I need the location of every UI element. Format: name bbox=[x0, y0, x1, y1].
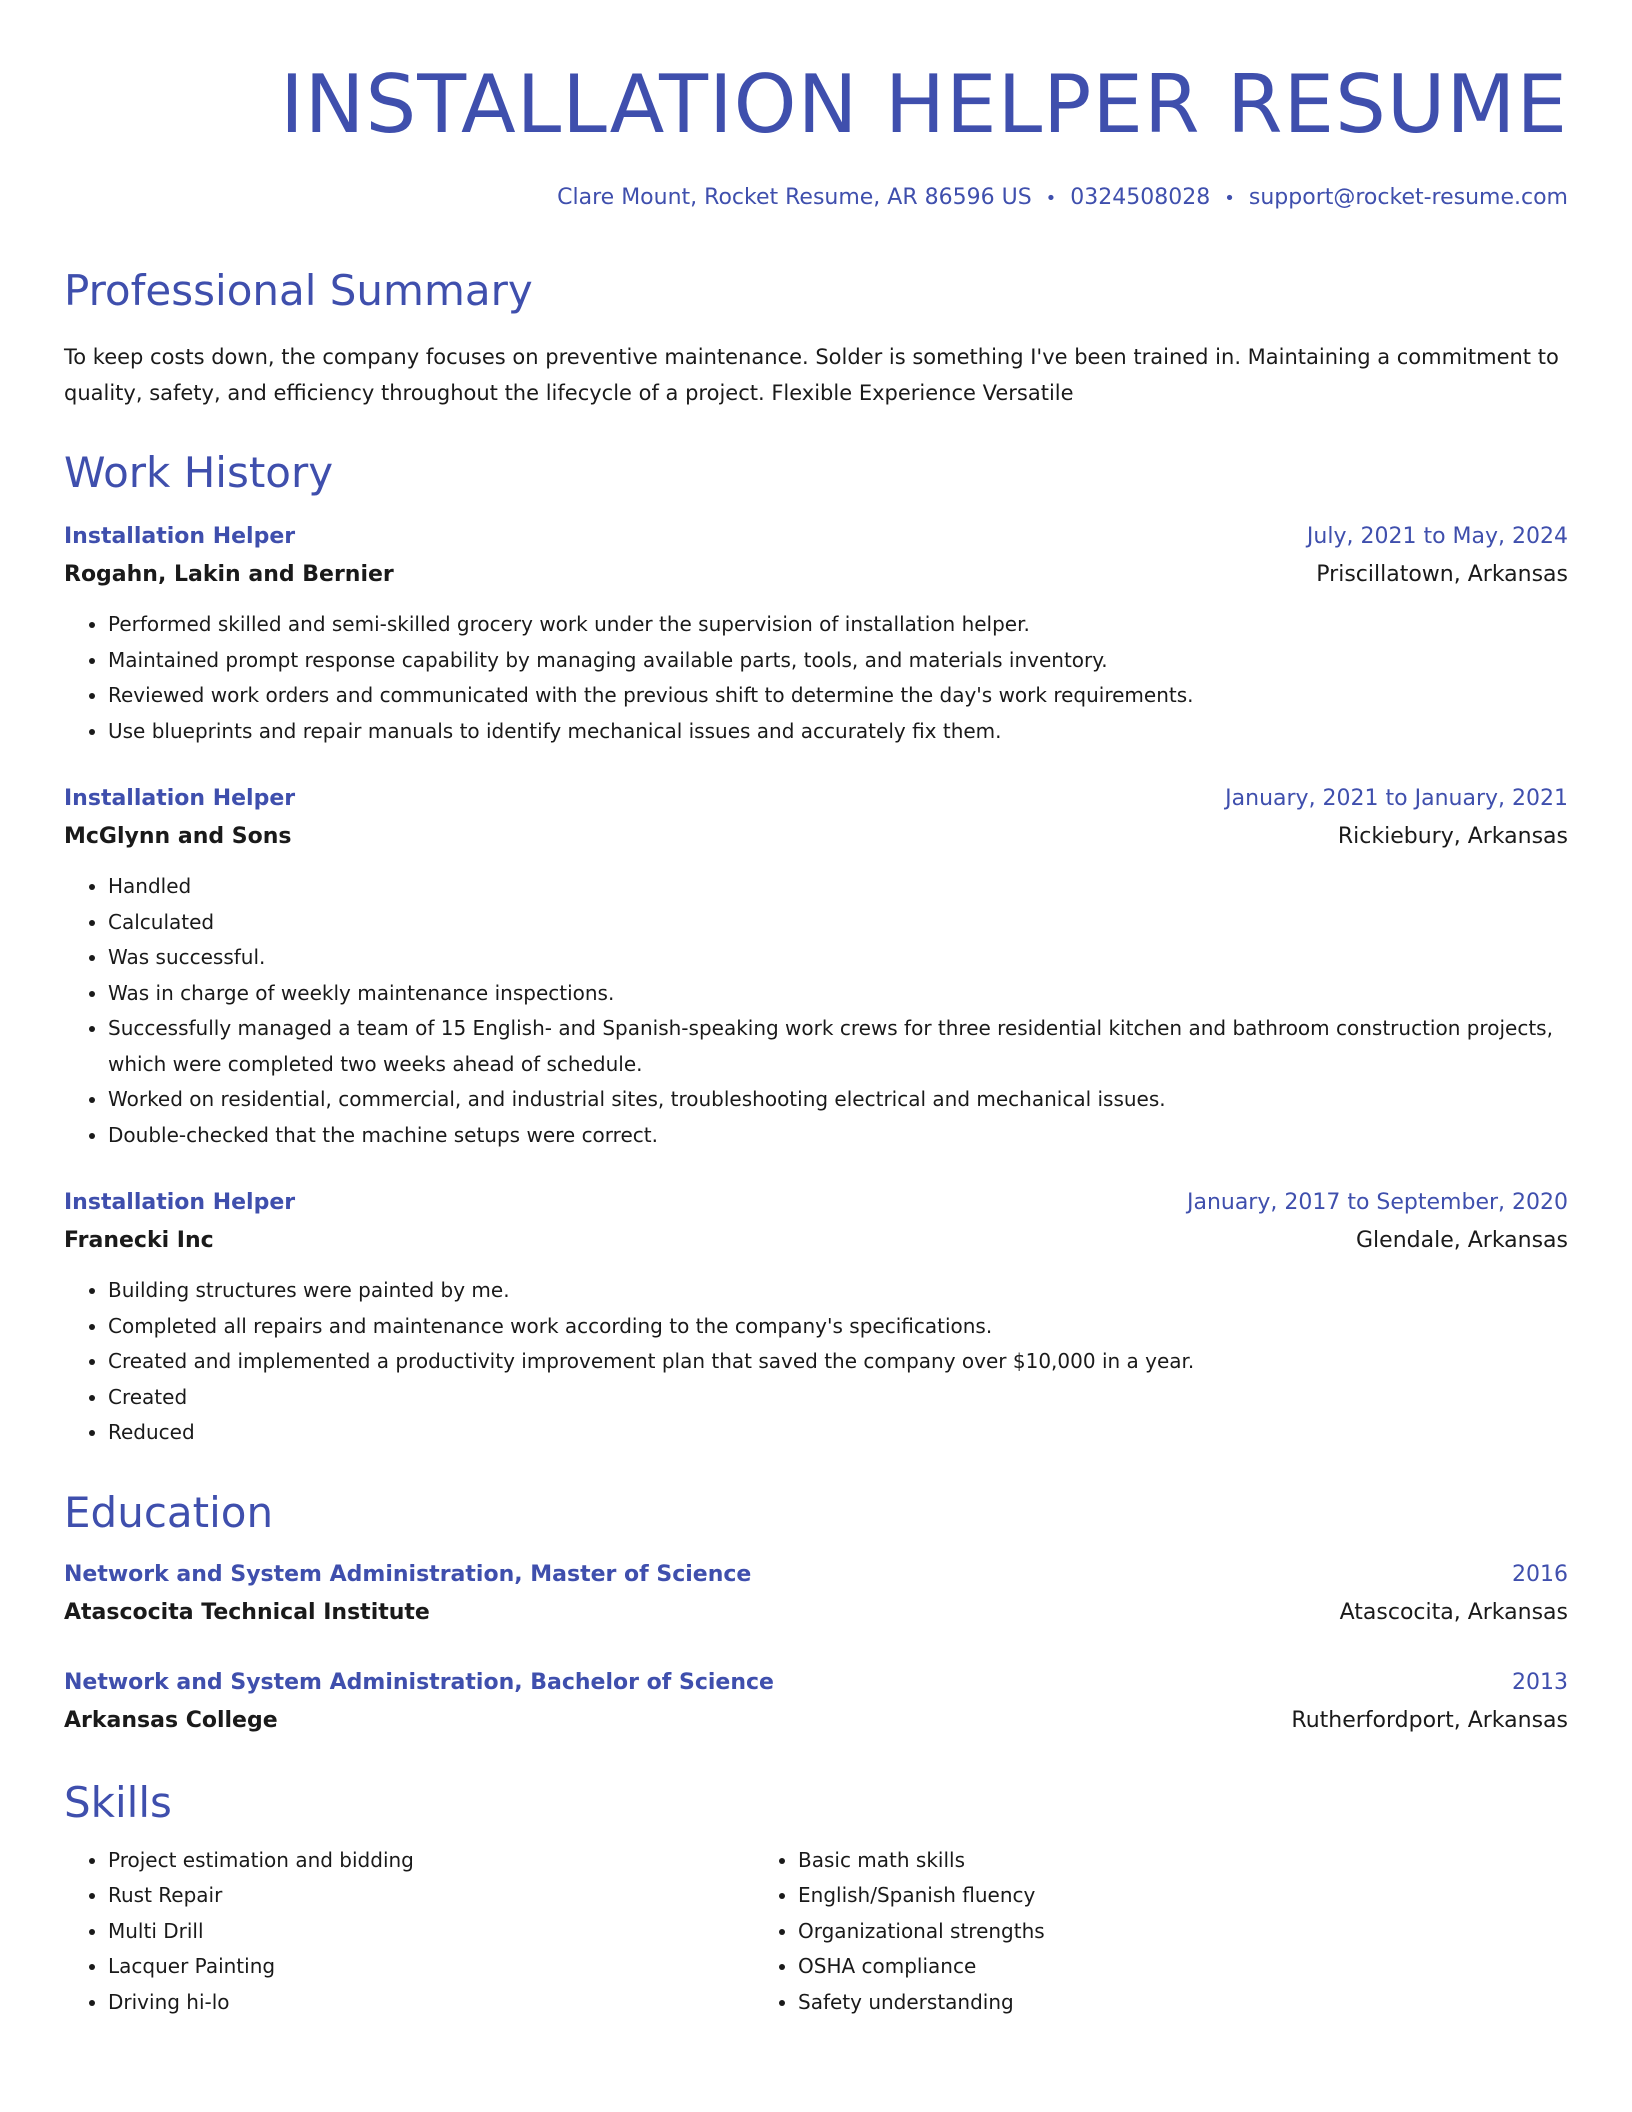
job-bullet: • Handled bbox=[108, 869, 1568, 905]
job-bullet: • Created bbox=[108, 1380, 1568, 1416]
job-title: Installation Helper bbox=[64, 524, 296, 549]
contact-phone: 0324508028 bbox=[1070, 185, 1211, 210]
contact-line bbox=[64, 182, 1568, 215]
education-degree: Network and System Administration, Master of Science bbox=[64, 1561, 752, 1587]
job-bullet: • Reduced bbox=[108, 1415, 1568, 1451]
education-location: Atascocita, Arkansas bbox=[1339, 1599, 1568, 1625]
summary-heading: Professional Summary bbox=[64, 266, 533, 315]
skill-item: • Multi Drill bbox=[108, 1914, 754, 1950]
summary-text: To keep costs down, the company focuses on preventive maintenance. Solder is something I've been trained in. Maintaining a commitment to quality, safety, and efficiency throughout the lifecycle of a project. Flexible Experience Versatile bbox=[64, 345, 1559, 405]
skills-list-left bbox=[64, 1843, 754, 2021]
skill-item: • Safety understanding bbox=[798, 1985, 1444, 2021]
job-dates: July, 2021 to May, 2024 bbox=[1306, 524, 1568, 549]
education-header-row bbox=[64, 1665, 1568, 1701]
job-bullet: • Worked on residential, commercial, and industrial sites, troubleshooting electrical and mechanical issues. bbox=[108, 1082, 1568, 1118]
skill-item: • Basic math skills bbox=[798, 1843, 1444, 1879]
education-heading: Education bbox=[64, 1487, 274, 1537]
job-bullets bbox=[64, 869, 1568, 1153]
education-entry bbox=[64, 1557, 1568, 1633]
contact-separator: • bbox=[1224, 188, 1235, 209]
education-school-row bbox=[64, 1701, 1568, 1741]
job-list bbox=[64, 519, 1568, 1451]
job-company-row bbox=[64, 555, 1568, 595]
job-entry bbox=[64, 519, 1568, 749]
skills-columns bbox=[64, 1843, 1568, 2021]
summary-section bbox=[64, 263, 1568, 411]
education-list bbox=[64, 1557, 1568, 1741]
skill-item: • Lacquer Painting bbox=[108, 1949, 754, 1985]
skill-item: • OSHA compliance bbox=[798, 1949, 1444, 1985]
education-school-row bbox=[64, 1593, 1568, 1633]
job-bullet: • Calculated bbox=[108, 905, 1568, 941]
job-bullet: • Performed skilled and semi-skilled grocery work under the supervision of installation helper. bbox=[108, 607, 1568, 643]
job-bullet: • Created and implemented a productivity improvement plan that saved the company over $10,000 in a year. bbox=[108, 1344, 1568, 1380]
skill-item: • Project estimation and bidding bbox=[108, 1843, 754, 1879]
skills-heading: Skills bbox=[64, 1777, 172, 1827]
job-location: Glendale, Arkansas bbox=[1356, 1228, 1568, 1253]
work-history-section bbox=[64, 445, 1568, 1451]
job-header-row bbox=[64, 781, 1568, 817]
job-bullet: • Maintained prompt response capability by managing available parts, tools, and materials inventory. bbox=[108, 643, 1568, 679]
job-location: Priscillatown, Arkansas bbox=[1316, 562, 1568, 587]
resume-title: INSTALLATION HELPER RESUME bbox=[280, 58, 1568, 151]
job-bullets bbox=[64, 607, 1568, 749]
job-location: Rickiebury, Arkansas bbox=[1337, 824, 1568, 849]
job-header-row bbox=[64, 519, 1568, 555]
job-company-row bbox=[64, 1221, 1568, 1261]
contact-address: Clare Mount, Rocket Resume, AR 86596 US bbox=[557, 185, 1032, 210]
job-company-row bbox=[64, 817, 1568, 857]
skills-list-right bbox=[754, 1843, 1444, 2021]
job-dates: January, 2021 to January, 2021 bbox=[1225, 786, 1568, 811]
education-section bbox=[64, 1485, 1568, 1741]
education-year: 2013 bbox=[1512, 1669, 1568, 1695]
job-bullet: • Double-checked that the machine setups were correct. bbox=[108, 1118, 1568, 1154]
education-location: Rutherfordport, Arkansas bbox=[1291, 1707, 1568, 1733]
job-bullets bbox=[64, 1273, 1568, 1451]
job-title: Installation Helper bbox=[64, 786, 296, 811]
skill-item: • Driving hi-lo bbox=[108, 1985, 754, 2021]
job-title: Installation Helper bbox=[64, 1190, 296, 1215]
job-dates: January, 2017 to September, 2020 bbox=[1186, 1190, 1568, 1215]
job-company: Rogahn, Lakin and Bernier bbox=[64, 562, 394, 587]
education-year: 2016 bbox=[1512, 1561, 1568, 1587]
job-bullet: • Building structures were painted by me. bbox=[108, 1273, 1568, 1309]
education-degree: Network and System Administration, Bachelor of Science bbox=[64, 1669, 774, 1695]
education-school: Arkansas College bbox=[64, 1707, 278, 1733]
job-bullet: • Successfully managed a team of 15 English- and Spanish-speaking work crews for three residential kitchen and bathroom construction projects, which were completed two weeks ahead of schedule. bbox=[108, 1011, 1568, 1082]
skills-section bbox=[64, 1775, 1568, 2021]
skill-item: • English/Spanish fluency bbox=[798, 1878, 1444, 1914]
contact-email[interactable]: support@rocket-resume.com bbox=[1248, 185, 1568, 210]
job-header-row bbox=[64, 1185, 1568, 1221]
job-bullet: • Reviewed work orders and communicated with the previous shift to determine the day's work requirements. bbox=[108, 678, 1568, 714]
skill-item: • Rust Repair bbox=[108, 1878, 754, 1914]
work-history-heading: Work History bbox=[64, 448, 334, 497]
job-entry bbox=[64, 781, 1568, 1153]
job-bullet: • Completed all repairs and maintenance work according to the company's specifications. bbox=[108, 1309, 1568, 1345]
job-bullet: • Was in charge of weekly maintenance inspections. bbox=[108, 976, 1568, 1012]
job-entry bbox=[64, 1185, 1568, 1451]
contact-separator: • bbox=[1045, 188, 1057, 209]
job-bullet: • Use blueprints and repair manuals to identify mechanical issues and accurately fix them. bbox=[108, 714, 1568, 750]
job-bullet: • Was successful. bbox=[108, 940, 1568, 976]
skill-item: • Organizational strengths bbox=[798, 1914, 1444, 1950]
education-school: Atascocita Technical Institute bbox=[64, 1599, 430, 1625]
education-entry bbox=[64, 1665, 1568, 1741]
job-company: McGlynn and Sons bbox=[64, 824, 292, 849]
job-company: Franecki Inc bbox=[64, 1228, 214, 1253]
education-header-row bbox=[64, 1557, 1568, 1593]
